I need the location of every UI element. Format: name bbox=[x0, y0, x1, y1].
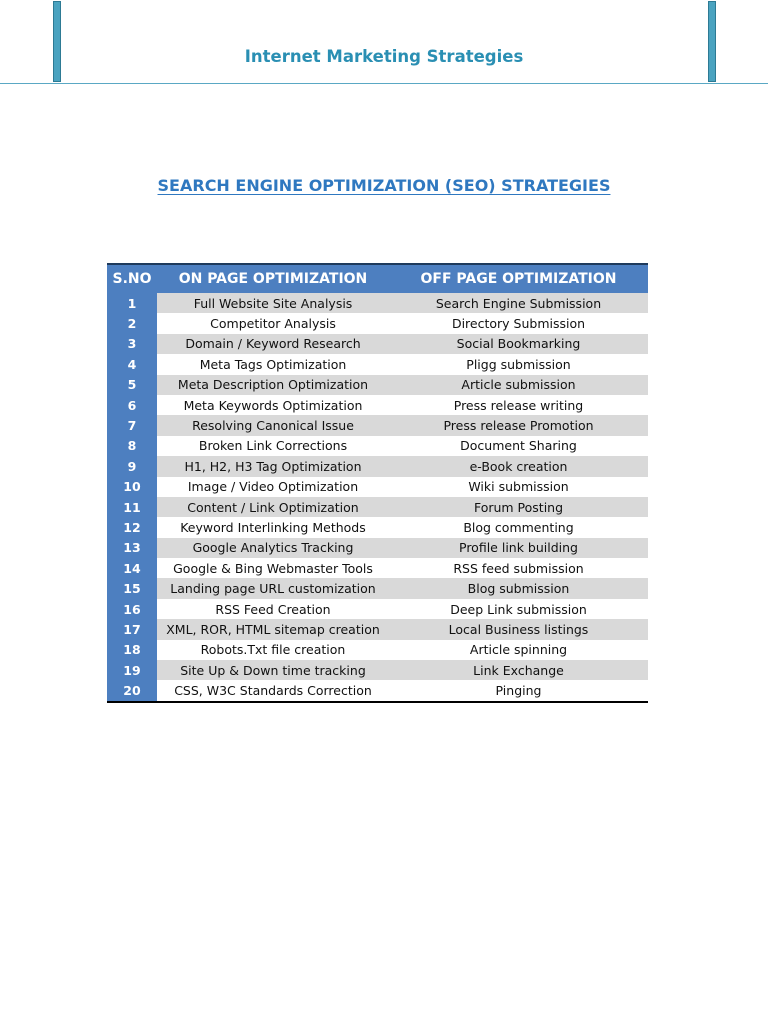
table-row bbox=[107, 538, 648, 558]
off-page-item: Wiki submission bbox=[389, 477, 648, 497]
row-number: 4 bbox=[107, 354, 157, 374]
off-page-item: Press release writing bbox=[389, 395, 648, 415]
table-row bbox=[107, 456, 648, 476]
row-number: 6 bbox=[107, 395, 157, 415]
table-row bbox=[107, 313, 648, 333]
on-page-item: Image / Video Optimization bbox=[157, 477, 389, 497]
table-row bbox=[107, 680, 648, 701]
row-number: 3 bbox=[107, 334, 157, 354]
row-number: 1 bbox=[107, 293, 157, 313]
off-page-item: Document Sharing bbox=[389, 436, 648, 456]
off-page-item: Forum Posting bbox=[389, 497, 648, 517]
off-page-item: Pinging bbox=[389, 680, 648, 701]
row-number: 9 bbox=[107, 456, 157, 476]
off-page-item: Local Business listings bbox=[389, 619, 648, 639]
header-left-bar bbox=[53, 1, 61, 82]
on-page-item: Competitor Analysis bbox=[157, 313, 389, 333]
row-number: 14 bbox=[107, 558, 157, 578]
document-title-text: SEARCH ENGINE OPTIMIZATION (SEO) STRATEGIES bbox=[157, 176, 611, 195]
off-page-item: Deep Link submission bbox=[389, 599, 648, 619]
column-header-on-page: ON PAGE OPTIMIZATION bbox=[157, 264, 389, 293]
on-page-item: XML, ROR, HTML sitemap creation bbox=[157, 619, 389, 639]
table-row bbox=[107, 436, 648, 456]
on-page-item: Landing page URL customization bbox=[157, 578, 389, 598]
row-number: 8 bbox=[107, 436, 157, 456]
page-header-title: Internet Marketing Strategies bbox=[244, 47, 524, 66]
off-page-item: Article spinning bbox=[389, 640, 648, 660]
off-page-item: e-Book creation bbox=[389, 456, 648, 476]
off-page-item: Pligg submission bbox=[389, 354, 648, 374]
off-page-item: Directory Submission bbox=[389, 313, 648, 333]
table-row bbox=[107, 599, 648, 619]
on-page-item: Content / Link Optimization bbox=[157, 497, 389, 517]
off-page-item: Press release Promotion bbox=[389, 415, 648, 435]
on-page-item: Robots.Txt file creation bbox=[157, 640, 389, 660]
table-row bbox=[107, 395, 648, 415]
table-row bbox=[107, 558, 648, 578]
column-header-sno: S.NO bbox=[107, 264, 157, 293]
table-row bbox=[107, 619, 648, 639]
row-number: 7 bbox=[107, 415, 157, 435]
on-page-item: Meta Keywords Optimization bbox=[157, 395, 389, 415]
on-page-item: RSS Feed Creation bbox=[157, 599, 389, 619]
off-page-item: Social Bookmarking bbox=[389, 334, 648, 354]
off-page-item: Profile link building bbox=[389, 538, 648, 558]
table-row bbox=[107, 578, 648, 598]
on-page-item: Keyword Interlinking Methods bbox=[157, 517, 389, 537]
row-number: 13 bbox=[107, 538, 157, 558]
row-number: 2 bbox=[107, 313, 157, 333]
off-page-item: Blog commenting bbox=[389, 517, 648, 537]
row-number: 10 bbox=[107, 477, 157, 497]
column-header-off-page: OFF PAGE OPTIMIZATION bbox=[389, 264, 648, 293]
row-number: 16 bbox=[107, 599, 157, 619]
table-row bbox=[107, 354, 648, 374]
table-row bbox=[107, 660, 648, 680]
on-page-item: Broken Link Corrections bbox=[157, 436, 389, 456]
on-page-item: Full Website Site Analysis bbox=[157, 293, 389, 313]
on-page-item: Resolving Canonical Issue bbox=[157, 415, 389, 435]
table-row bbox=[107, 375, 648, 395]
header-divider bbox=[0, 83, 768, 84]
table-row bbox=[107, 334, 648, 354]
on-page-item: Google Analytics Tracking bbox=[157, 538, 389, 558]
document-title bbox=[0, 176, 768, 195]
row-number: 17 bbox=[107, 619, 157, 639]
on-page-item: H1, H2, H3 Tag Optimization bbox=[157, 456, 389, 476]
off-page-item: Article submission bbox=[389, 375, 648, 395]
off-page-item: Search Engine Submission bbox=[389, 293, 648, 313]
row-number: 18 bbox=[107, 640, 157, 660]
table-row bbox=[107, 640, 648, 660]
row-number: 12 bbox=[107, 517, 157, 537]
off-page-item: Blog submission bbox=[389, 578, 648, 598]
on-page-item: Meta Description Optimization bbox=[157, 375, 389, 395]
on-page-item: CSS, W3C Standards Correction bbox=[157, 680, 389, 701]
row-number: 19 bbox=[107, 660, 157, 680]
table-header-row bbox=[107, 264, 648, 293]
off-page-item: Link Exchange bbox=[389, 660, 648, 680]
table-row bbox=[107, 477, 648, 497]
on-page-item: Site Up & Down time tracking bbox=[157, 660, 389, 680]
row-number: 15 bbox=[107, 578, 157, 598]
table-row bbox=[107, 497, 648, 517]
table-row bbox=[107, 293, 648, 313]
table-row bbox=[107, 415, 648, 435]
on-page-item: Domain / Keyword Research bbox=[157, 334, 389, 354]
row-number: 11 bbox=[107, 497, 157, 517]
off-page-item: RSS feed submission bbox=[389, 558, 648, 578]
row-number: 20 bbox=[107, 680, 157, 701]
on-page-item: Meta Tags Optimization bbox=[157, 354, 389, 374]
seo-strategies-table bbox=[107, 263, 648, 703]
table-body bbox=[107, 293, 648, 702]
on-page-item: Google & Bing Webmaster Tools bbox=[157, 558, 389, 578]
row-number: 5 bbox=[107, 375, 157, 395]
header-right-bar bbox=[708, 1, 716, 82]
table-row bbox=[107, 517, 648, 537]
